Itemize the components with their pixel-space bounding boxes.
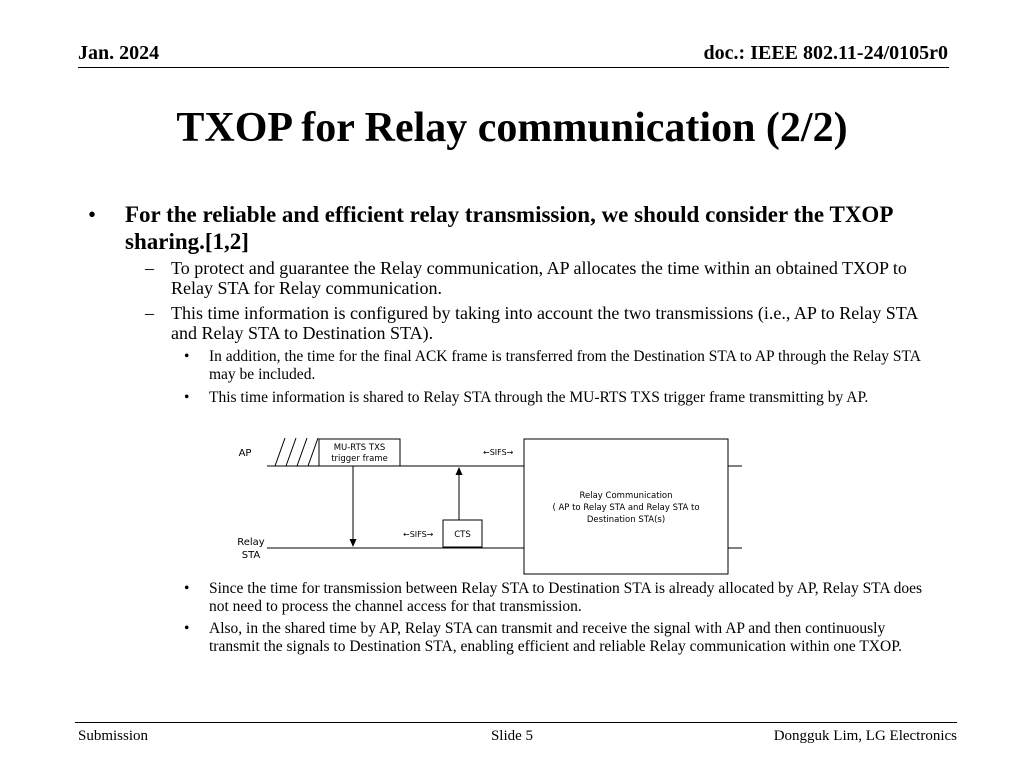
sub-marker: – xyxy=(145,303,154,323)
subpoint: This time information is configured by taking into account the two transmissions (i.e., AP to Relay STA and Relay STA to Destination STA). xyxy=(171,303,918,343)
sub2-marker: • xyxy=(184,580,190,597)
sub2-marker: • xyxy=(184,348,190,365)
sub2-marker: • xyxy=(184,620,190,637)
txop-relay-diagram xyxy=(220,430,760,580)
hatch-marks xyxy=(275,438,318,466)
header-rule xyxy=(78,67,949,68)
bullet-marker: • xyxy=(88,202,97,227)
footer-slide-number: Slide 5 xyxy=(490,728,534,744)
footer-author: Dongguk Lim, LG Electronics xyxy=(773,728,957,744)
ap-label: AP xyxy=(238,448,252,459)
sub2-marker: • xyxy=(184,389,190,406)
murts-label-2: trigger frame xyxy=(331,454,388,464)
footer-submission: Submission xyxy=(78,728,149,744)
subsubpoint: In addition, the time for the final ACK frame is transferred from the Destination STA to AP through the Relay STA may be included. xyxy=(209,348,921,383)
relay-comm-line-3: Destination STA(s) xyxy=(586,515,666,525)
footer-rule xyxy=(75,722,957,723)
sub-marker: – xyxy=(145,258,154,278)
bullet-main: For the reliable and efficient relay transmission, we should consider the TXOP sharing.[1,2] xyxy=(125,202,893,254)
relay-comm-line-1: Relay Communication xyxy=(579,491,673,501)
sifs-bottom: ←SIFS→ xyxy=(403,530,434,539)
relay-comm-line-2: ( AP to Relay STA and Relay STA to xyxy=(552,503,700,513)
relay-label-1: Relay xyxy=(237,537,265,548)
subsubpoint: Since the time for transmission between Relay STA to Destination STA is already allocated by AP, Relay STA does not need to process the channel access for that transmission. xyxy=(209,580,923,615)
up-arrow-head xyxy=(456,467,463,475)
subsubpoint: Also, in the shared time by AP, Relay STA can transmit and receive the signal with AP and then continuously transmit the signals to Destination STA, enabling efficient and reliable Relay communication within one TXOP. xyxy=(209,620,902,655)
header-doc-id: doc.: IEEE 802.11-24/0105r0 xyxy=(703,42,948,64)
murts-label-1: MU-RTS TXS xyxy=(333,443,386,453)
slide-title: TXOP for Relay communication (2/2) xyxy=(176,105,848,151)
subpoint: To protect and guarantee the Relay communication, AP allocates the time within an obtained TXOP to Relay STA for Relay communication. xyxy=(171,258,907,298)
cts-label: CTS xyxy=(454,530,471,540)
down-arrow-head xyxy=(350,539,357,547)
sifs-top: ←SIFS→ xyxy=(483,448,514,457)
relay-label-2: STA xyxy=(241,550,261,561)
header-date: Jan. 2024 xyxy=(78,42,160,64)
subsubpoint: This time information is shared to Relay STA through the MU-RTS TXS trigger frame transmitting by AP. xyxy=(209,389,869,406)
